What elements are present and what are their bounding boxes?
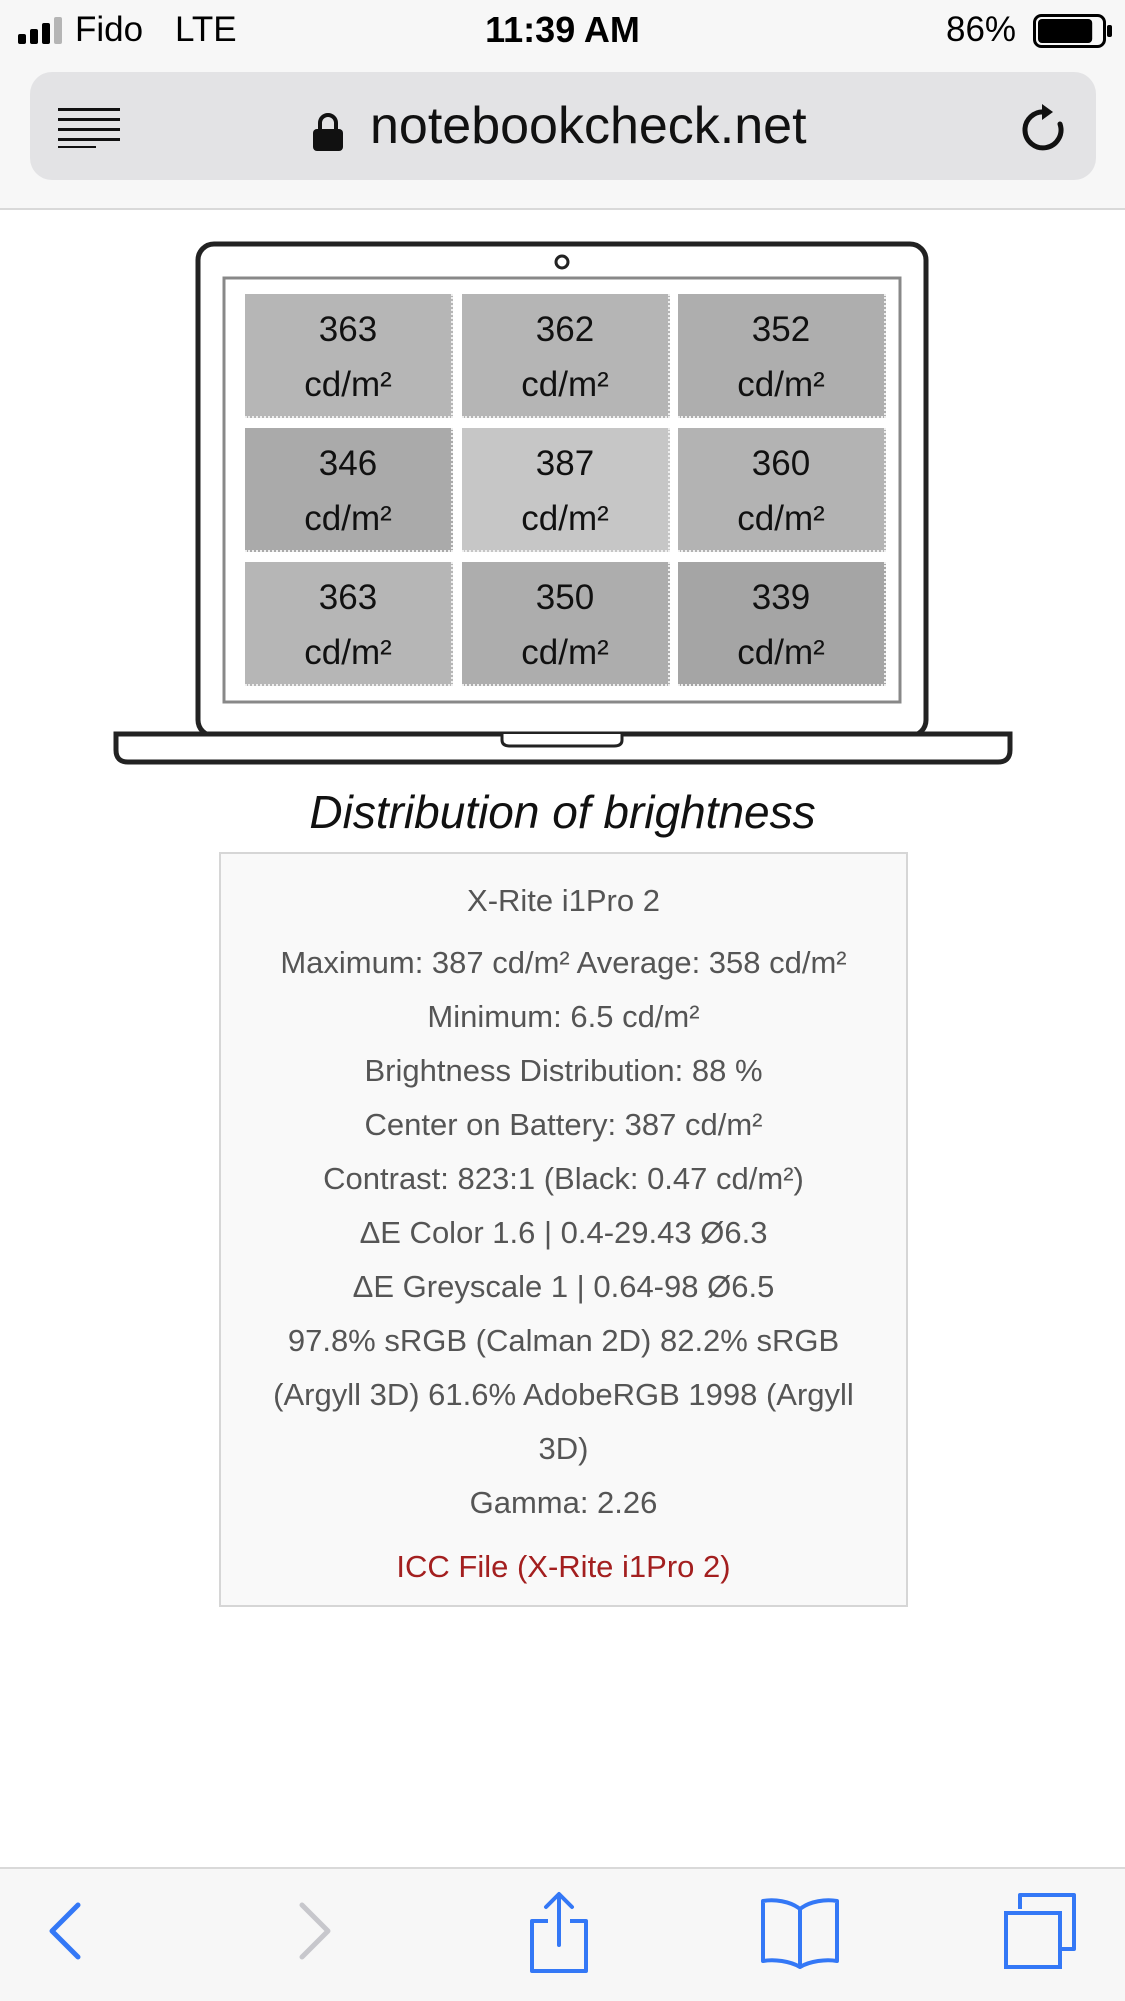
brightness-unit: cd/m² bbox=[521, 499, 609, 538]
figure-caption: Distribution of brightness bbox=[309, 786, 816, 838]
brightness-value: 387 bbox=[535, 444, 595, 483]
status-bar bbox=[0, 0, 1125, 62]
brightness-cell bbox=[245, 294, 453, 418]
brightness-cell bbox=[678, 562, 886, 686]
brightness-value: 362 bbox=[535, 310, 595, 349]
brightness-unit: cd/m² bbox=[737, 365, 825, 404]
lock-icon bbox=[312, 112, 344, 152]
brightness-cell bbox=[678, 428, 886, 552]
brightness-unit: cd/m² bbox=[304, 499, 392, 538]
battery-percent: 86% bbox=[946, 10, 1017, 49]
brightness-cell bbox=[245, 428, 453, 552]
share-icon[interactable] bbox=[528, 1891, 590, 1975]
forward-icon[interactable] bbox=[296, 1899, 336, 1963]
brightness-value: 363 bbox=[318, 578, 378, 617]
brightness-distribution: Brightness Distribution: 88 % bbox=[364, 1053, 763, 1088]
minimum: Minimum: 6.5 cd/m² bbox=[427, 999, 700, 1034]
color-gamut: 97.8% sRGB (Calman 2D) 82.2% sRGB (Argyll 3D) 61.6% AdobeRGB 1998 (Argyll 3D) bbox=[273, 1323, 854, 1466]
tabs-icon[interactable] bbox=[1002, 1891, 1078, 1971]
brightness-cell bbox=[245, 562, 453, 686]
center-on-battery: Center on Battery: 387 cd/m² bbox=[364, 1107, 763, 1142]
brightness-unit: cd/m² bbox=[737, 633, 825, 672]
brightness-value: 363 bbox=[318, 310, 378, 349]
carrier-name: Fido bbox=[75, 10, 144, 49]
brightness-value: 352 bbox=[751, 310, 811, 349]
icc-file-link[interactable]: ICC File (X-Rite i1Pro 2) bbox=[396, 1549, 731, 1584]
brightness-cell bbox=[678, 294, 886, 418]
reload-icon[interactable] bbox=[1020, 102, 1070, 156]
browser-nav-bar bbox=[0, 62, 1125, 210]
brightness-value: 350 bbox=[535, 578, 595, 617]
brightness-unit: cd/m² bbox=[304, 633, 392, 672]
bookmarks-icon[interactable] bbox=[760, 1895, 840, 1969]
status-time: 11:39 AM bbox=[485, 9, 640, 50]
network-type: LTE bbox=[175, 10, 237, 49]
delta-e-greyscale: ΔE Greyscale 1 | 0.64-98 Ø6.5 bbox=[352, 1269, 775, 1304]
brightness-unit: cd/m² bbox=[737, 499, 825, 538]
brightness-cell bbox=[462, 562, 670, 686]
reader-view-icon[interactable] bbox=[58, 106, 120, 148]
back-icon[interactable] bbox=[44, 1899, 84, 1963]
brightness-value: 346 bbox=[318, 444, 378, 483]
brightness-value: 360 bbox=[751, 444, 811, 483]
brightness-cell bbox=[462, 294, 670, 418]
brightness-value: 339 bbox=[751, 578, 811, 617]
measurement-box bbox=[219, 852, 908, 1607]
brightness-unit: cd/m² bbox=[521, 633, 609, 672]
browser-toolbar bbox=[0, 1867, 1125, 2001]
gamma: Gamma: 2.26 bbox=[469, 1485, 658, 1520]
max-average: Maximum: 387 cd/m² Average: 358 cd/m² bbox=[280, 945, 847, 980]
address-bar[interactable] bbox=[30, 72, 1096, 180]
device-name: X-Rite i1Pro 2 bbox=[467, 883, 660, 918]
battery-icon bbox=[1033, 14, 1113, 48]
brightness-cell bbox=[462, 428, 670, 552]
contrast: Contrast: 823:1 (Black: 0.47 cd/m²) bbox=[323, 1161, 804, 1196]
delta-e-color: ΔE Color 1.6 | 0.4-29.43 Ø6.3 bbox=[359, 1215, 768, 1250]
brightness-unit: cd/m² bbox=[304, 365, 392, 404]
brightness-unit: cd/m² bbox=[521, 365, 609, 404]
url-text[interactable]: notebookcheck.net bbox=[370, 97, 807, 155]
